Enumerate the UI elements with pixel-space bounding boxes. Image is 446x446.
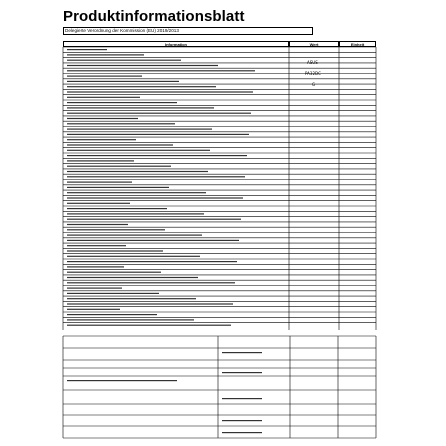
brand-value: ASUS: [307, 60, 318, 65]
row-label: [67, 54, 144, 55]
row-label: [67, 203, 130, 204]
row-label: [67, 235, 202, 236]
row-label: [67, 139, 136, 140]
row-label: [67, 65, 218, 66]
row-label: [67, 107, 214, 108]
energy-class-value: G: [312, 82, 316, 87]
header-information: Information: [63, 41, 289, 47]
row-label: [67, 266, 124, 267]
row-label: [67, 97, 140, 98]
row-label: [222, 372, 262, 373]
row-label: [67, 325, 231, 326]
row-label: [67, 303, 233, 304]
row-label: [67, 86, 216, 87]
row-label: [67, 102, 177, 103]
row-label: [67, 282, 235, 283]
row-label: [67, 155, 247, 156]
row-label: [67, 76, 142, 77]
row-label: [67, 213, 204, 214]
row-label: [67, 197, 243, 198]
row-label: [67, 171, 208, 172]
row-label: [67, 319, 194, 320]
row-label: [67, 129, 212, 130]
row-label: [67, 288, 122, 289]
row-label: [67, 187, 169, 188]
row-label: [67, 314, 157, 315]
row-label: [67, 176, 245, 177]
row-label: [67, 182, 132, 183]
row-label: [67, 224, 128, 225]
document-title: Produktinformationsblatt: [63, 8, 245, 25]
row-label: [67, 150, 210, 151]
row-label: [222, 432, 262, 433]
row-label: [67, 91, 253, 92]
regulation-reference: Delegierte Verordnung der Kommission (EU) 2019/2013: [63, 27, 313, 35]
row-label: [67, 70, 255, 71]
row-label: [67, 81, 179, 82]
row-label: [67, 229, 165, 230]
row-label: [67, 245, 126, 246]
row-label: [67, 380, 177, 381]
row-label: [67, 250, 163, 251]
row-label: [67, 309, 120, 310]
row-label: [222, 352, 262, 353]
row-label: [67, 49, 107, 50]
row-label: [67, 118, 138, 119]
row-label: [67, 256, 200, 257]
row-label: [222, 420, 262, 421]
header-unit: Einheit: [339, 41, 376, 47]
row-label: [67, 160, 134, 161]
row-label: [222, 398, 262, 399]
model-value: PA32DC: [305, 71, 321, 76]
row-label: [67, 134, 249, 135]
row-label: [67, 113, 251, 114]
row-label: [67, 293, 159, 294]
row-label: [67, 192, 206, 193]
row-label: [67, 123, 175, 124]
row-label: [67, 277, 198, 278]
row-label: [67, 240, 239, 241]
row-label: [67, 166, 171, 167]
row-label: [67, 261, 237, 262]
row-label: [67, 219, 241, 220]
header-value: Wert: [289, 41, 339, 47]
row-label: [67, 208, 167, 209]
row-label: [67, 272, 161, 273]
row-label: [67, 144, 173, 145]
row-label: [67, 298, 196, 299]
row-label: [67, 60, 181, 61]
